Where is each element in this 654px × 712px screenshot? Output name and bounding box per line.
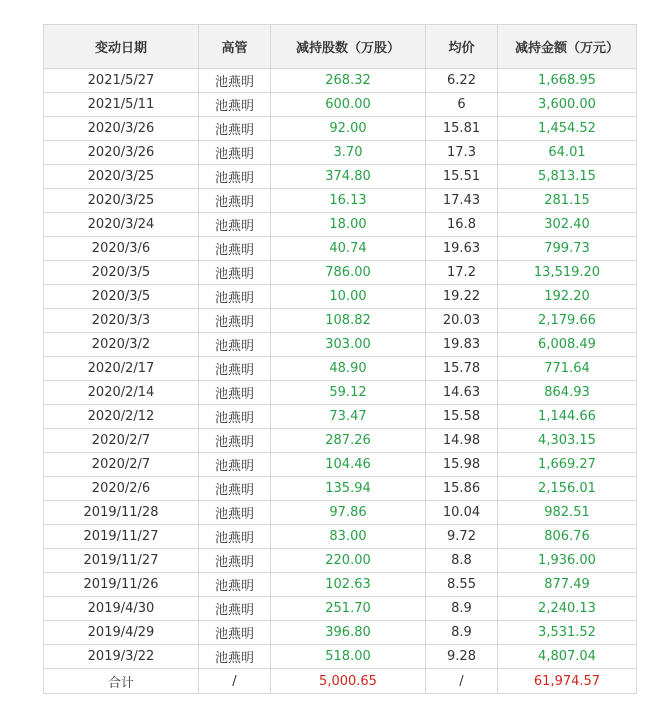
cell-date: 2021/5/11 [44,93,199,117]
table-row [44,69,637,93]
table-row [44,333,637,357]
cell-executive: 池燕明 [199,141,271,165]
cell-executive: 池燕明 [199,285,271,309]
cell-amount: 1,936.00 [498,549,637,573]
cell-executive: 池燕明 [199,93,271,117]
cell-executive: 池燕明 [199,477,271,501]
cell-date: 2020/3/24 [44,213,199,237]
cell-date: 2020/2/14 [44,381,199,405]
cell-avg-price: 14.63 [426,381,498,405]
table-row [44,213,637,237]
cell-amount: 771.64 [498,357,637,381]
cell-avg-price: 19.22 [426,285,498,309]
cell-amount: 6,008.49 [498,333,637,357]
cell-executive: 池燕明 [199,429,271,453]
cell-shares: 92.00 [271,117,426,141]
cell-executive: 池燕明 [199,525,271,549]
cell-executive: 池燕明 [199,189,271,213]
cell-amount: 281.15 [498,189,637,213]
cell-amount: 4,807.04 [498,645,637,669]
cell-executive: 池燕明 [199,573,271,597]
cell-avg-price: 8.9 [426,621,498,645]
cell-shares: 268.32 [271,69,426,93]
cell-amount: 4,303.15 [498,429,637,453]
table-row [44,573,637,597]
cell-date: 2020/3/6 [44,237,199,261]
cell-avg-price: 14.98 [426,429,498,453]
cell-date: 2020/3/5 [44,285,199,309]
cell-avg-price: 8.8 [426,549,498,573]
cell-amount: 5,813.15 [498,165,637,189]
cell-shares: 59.12 [271,381,426,405]
cell-avg-price: 10.04 [426,501,498,525]
cell-shares: 73.47 [271,405,426,429]
cell-date: 2019/3/22 [44,645,199,669]
cell-shares: 3.70 [271,141,426,165]
cell-avg-price: 17.2 [426,261,498,285]
cell-executive: 池燕明 [199,213,271,237]
table-row [44,429,637,453]
table-row [44,117,637,141]
cell-executive: 池燕明 [199,357,271,381]
cell-shares: 396.80 [271,621,426,645]
cell-shares: 104.46 [271,453,426,477]
cell-shares: 287.26 [271,429,426,453]
table-body [44,69,637,669]
table-row [44,237,637,261]
cell-shares: 97.86 [271,501,426,525]
cell-executive: 池燕明 [199,261,271,285]
table-row [44,285,637,309]
cell-amount: 64.01 [498,141,637,165]
cell-amount: 13,519.20 [498,261,637,285]
table-row [44,525,637,549]
cell-amount: 1,668.95 [498,69,637,93]
cell-executive: 池燕明 [199,237,271,261]
cell-amount: 864.93 [498,381,637,405]
header-amount: 减持金额（万元） [498,25,637,69]
cell-date: 2020/3/5 [44,261,199,285]
cell-avg-price: 9.28 [426,645,498,669]
cell-executive: 池燕明 [199,621,271,645]
cell-shares: 518.00 [271,645,426,669]
cell-date: 2019/11/27 [44,549,199,573]
cell-amount: 1,669.27 [498,453,637,477]
cell-shares: 374.80 [271,165,426,189]
cell-avg-price: 15.86 [426,477,498,501]
cell-shares: 16.13 [271,189,426,213]
total-label: 合计 [44,669,199,694]
cell-date: 2020/3/25 [44,189,199,213]
cell-date: 2020/3/25 [44,165,199,189]
cell-executive: 池燕明 [199,453,271,477]
cell-avg-price: 9.72 [426,525,498,549]
cell-executive: 池燕明 [199,549,271,573]
table-row [44,165,637,189]
cell-executive: 池燕明 [199,309,271,333]
table-row [44,93,637,117]
total-amount: 61,974.57 [498,669,637,694]
table-row [44,405,637,429]
cell-executive: 池燕明 [199,645,271,669]
cell-amount: 3,531.52 [498,621,637,645]
cell-amount: 1,144.66 [498,405,637,429]
cell-date: 2020/3/3 [44,309,199,333]
cell-shares: 786.00 [271,261,426,285]
cell-avg-price: 15.58 [426,405,498,429]
cell-amount: 2,156.01 [498,477,637,501]
cell-avg-price: 6.22 [426,69,498,93]
cell-date: 2019/4/29 [44,621,199,645]
cell-date: 2020/2/17 [44,357,199,381]
cell-date: 2020/2/7 [44,429,199,453]
cell-avg-price: 19.63 [426,237,498,261]
cell-date: 2020/3/26 [44,117,199,141]
cell-avg-price: 17.43 [426,189,498,213]
cell-avg-price: 17.3 [426,141,498,165]
header-executive: 高管 [199,25,271,69]
table-row [44,597,637,621]
table-row [44,357,637,381]
table-row [44,645,637,669]
table-row [44,141,637,165]
cell-shares: 251.70 [271,597,426,621]
cell-executive: 池燕明 [199,381,271,405]
cell-shares: 600.00 [271,93,426,117]
table-row [44,549,637,573]
table-row [44,189,637,213]
total-avg-price: / [426,669,498,694]
cell-executive: 池燕明 [199,405,271,429]
cell-date: 2020/3/2 [44,333,199,357]
cell-shares: 135.94 [271,477,426,501]
cell-executive: 池燕明 [199,501,271,525]
cell-executive: 池燕明 [199,333,271,357]
cell-amount: 1,454.52 [498,117,637,141]
header-date: 变动日期 [44,25,199,69]
cell-executive: 池燕明 [199,69,271,93]
table-row [44,261,637,285]
cell-amount: 877.49 [498,573,637,597]
cell-amount: 302.40 [498,213,637,237]
cell-date: 2019/4/30 [44,597,199,621]
cell-avg-price: 15.51 [426,165,498,189]
cell-date: 2021/5/27 [44,69,199,93]
table-row [44,477,637,501]
cell-shares: 18.00 [271,213,426,237]
table-row [44,621,637,645]
cell-shares: 303.00 [271,333,426,357]
cell-avg-price: 19.83 [426,333,498,357]
table-row [44,501,637,525]
cell-date: 2020/2/12 [44,405,199,429]
cell-shares: 108.82 [271,309,426,333]
cell-executive: 池燕明 [199,597,271,621]
cell-shares: 102.63 [271,573,426,597]
cell-amount: 192.20 [498,285,637,309]
cell-amount: 2,240.13 [498,597,637,621]
cell-date: 2019/11/26 [44,573,199,597]
cell-executive: 池燕明 [199,117,271,141]
cell-avg-price: 6 [426,93,498,117]
cell-date: 2020/3/26 [44,141,199,165]
cell-amount: 799.73 [498,237,637,261]
table-row [44,453,637,477]
cell-avg-price: 8.9 [426,597,498,621]
reduction-table [43,24,637,694]
total-executive: / [199,669,271,694]
cell-avg-price: 15.81 [426,117,498,141]
cell-amount: 982.51 [498,501,637,525]
cell-avg-price: 15.98 [426,453,498,477]
header-shares: 减持股数（万股） [271,25,426,69]
cell-shares: 48.90 [271,357,426,381]
total-row [44,669,637,694]
cell-avg-price: 15.78 [426,357,498,381]
cell-avg-price: 20.03 [426,309,498,333]
table-row [44,309,637,333]
cell-date: 2020/2/6 [44,477,199,501]
cell-avg-price: 8.55 [426,573,498,597]
total-shares: 5,000.65 [271,669,426,694]
cell-date: 2019/11/27 [44,525,199,549]
header-row [44,25,637,69]
cell-date: 2019/11/28 [44,501,199,525]
cell-amount: 806.76 [498,525,637,549]
cell-executive: 池燕明 [199,165,271,189]
table-row [44,381,637,405]
cell-amount: 3,600.00 [498,93,637,117]
cell-shares: 83.00 [271,525,426,549]
header-avg-price: 均价 [426,25,498,69]
cell-shares: 10.00 [271,285,426,309]
cell-date: 2020/2/7 [44,453,199,477]
cell-amount: 2,179.66 [498,309,637,333]
cell-shares: 220.00 [271,549,426,573]
cell-shares: 40.74 [271,237,426,261]
cell-avg-price: 16.8 [426,213,498,237]
